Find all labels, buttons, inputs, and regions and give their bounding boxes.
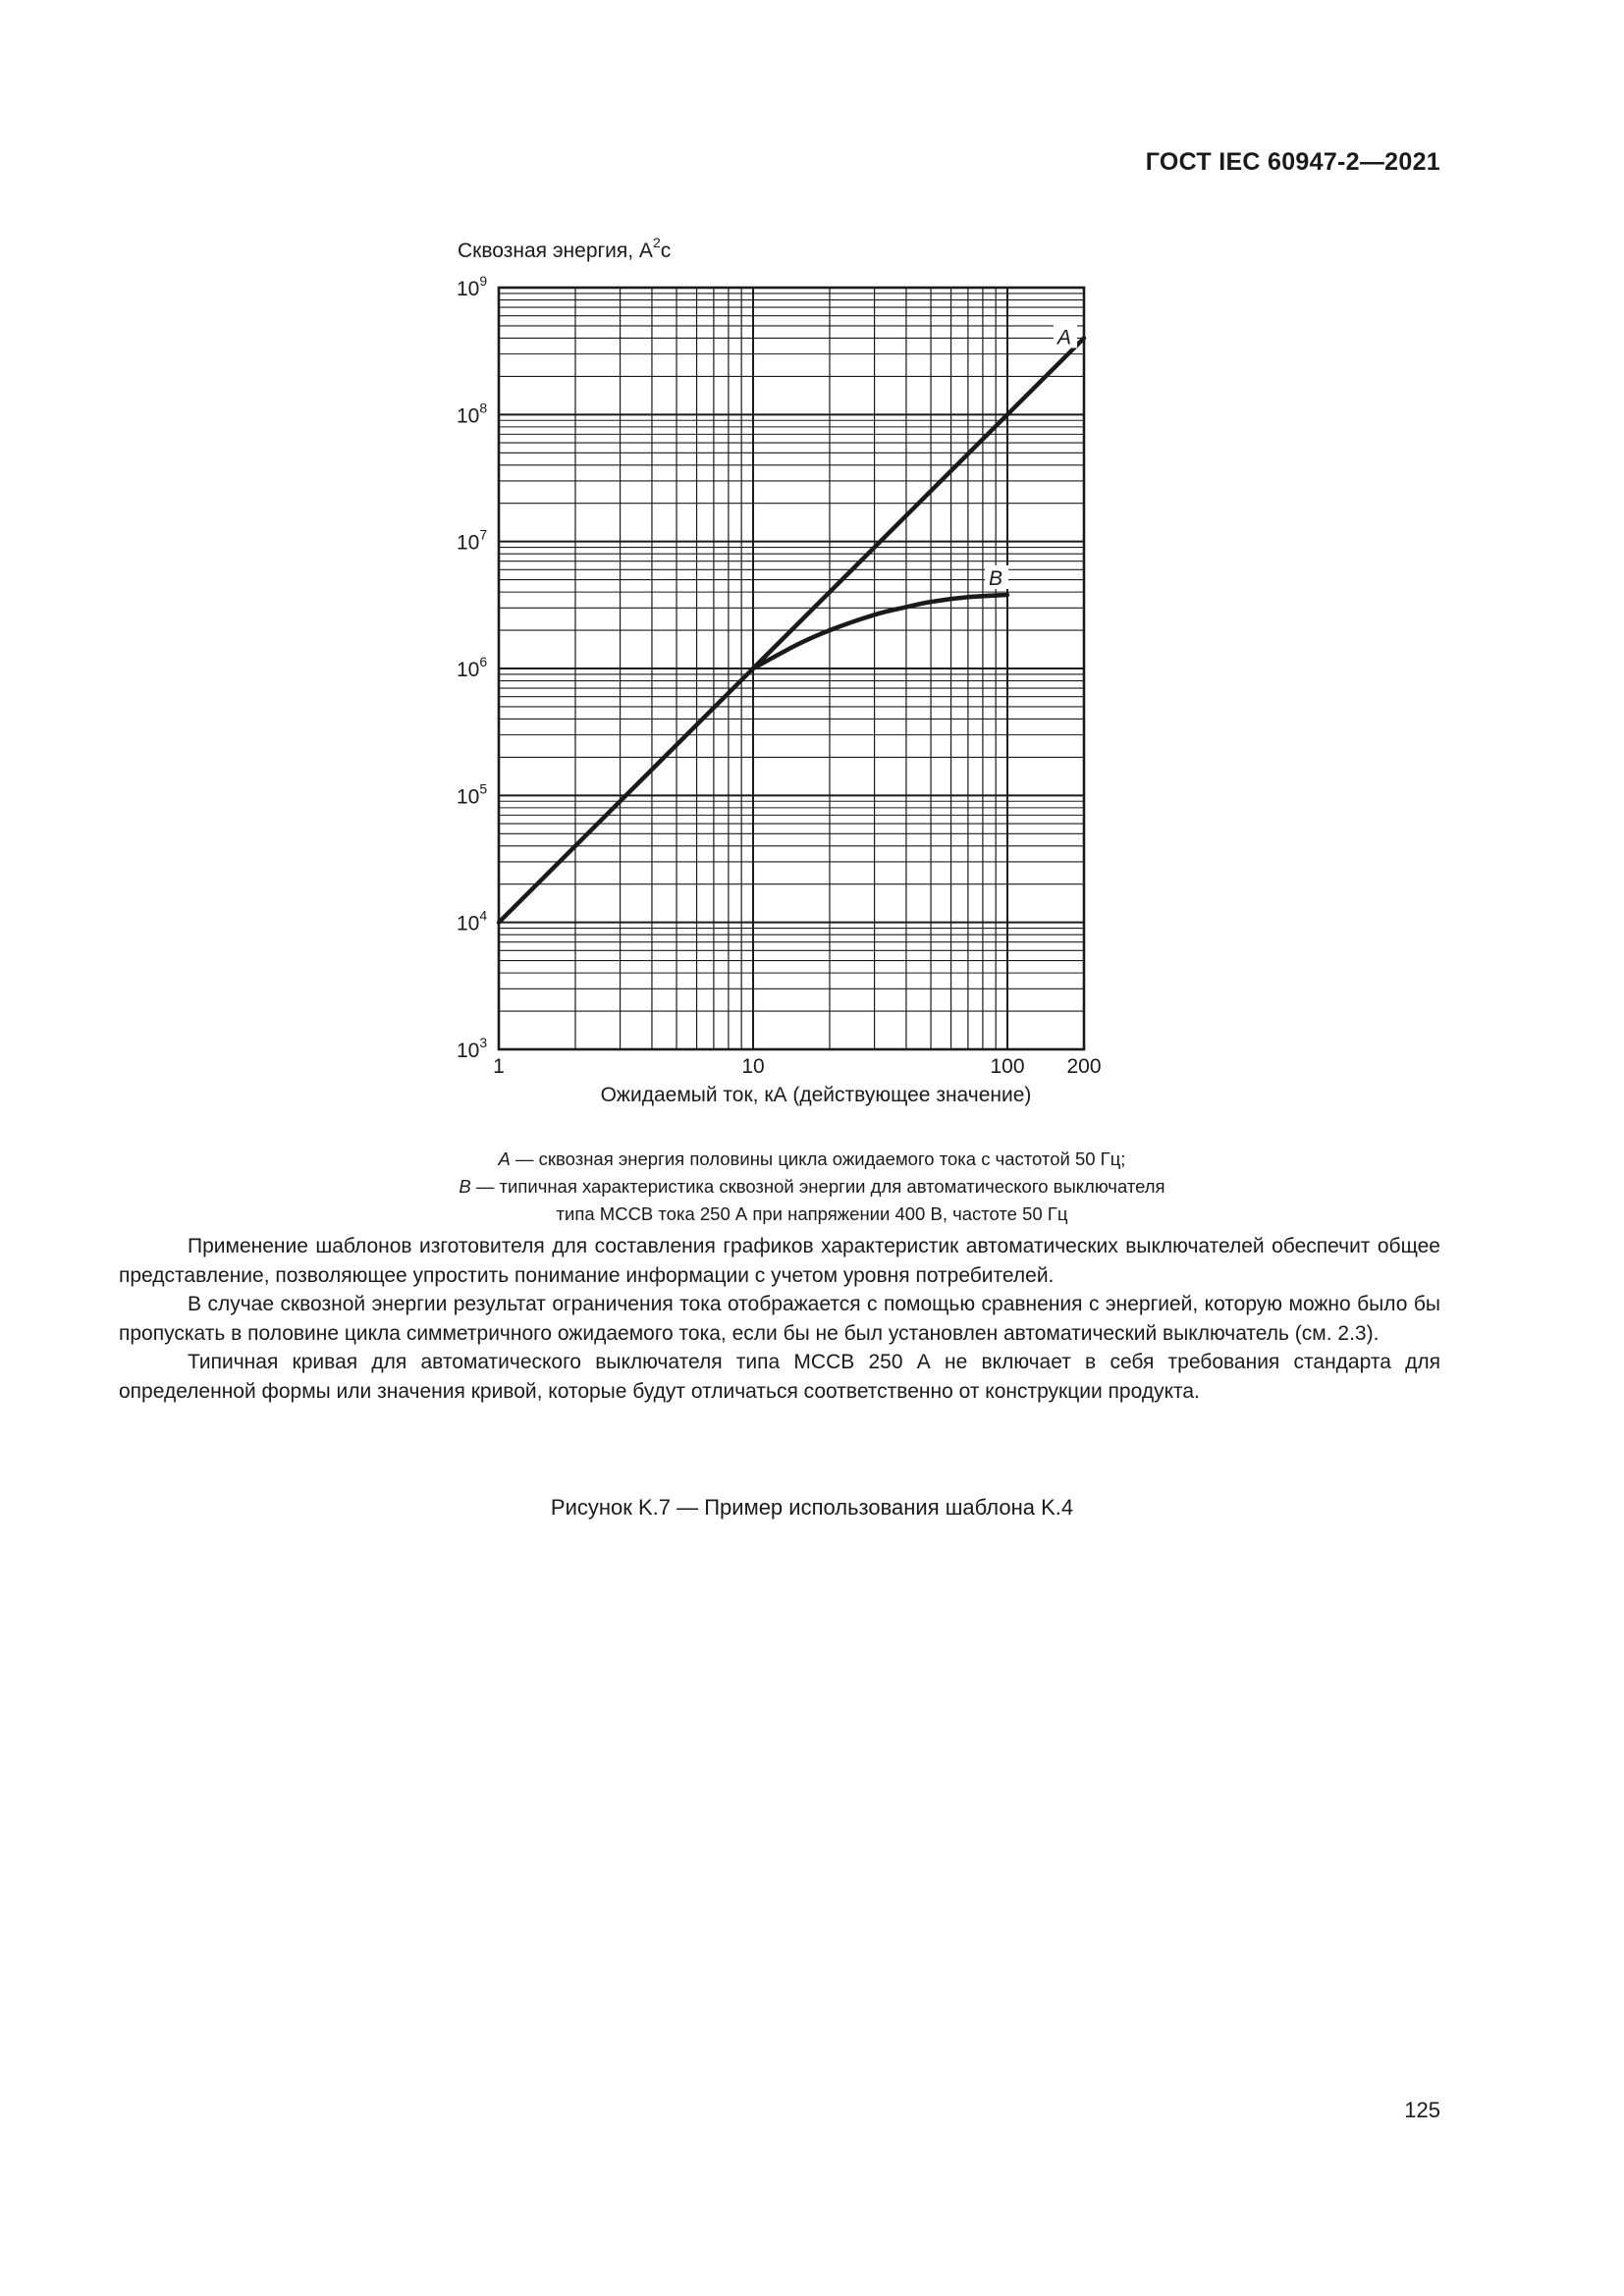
series-b-label: B (989, 567, 1003, 591)
legend-label-b: B (459, 1176, 471, 1197)
y-axis-label-sup: 2 (652, 235, 661, 250)
x-tick-label: 200 (1066, 1055, 1102, 1078)
let-through-energy-chart (0, 0, 1624, 1139)
paragraph-1: Применение шаблонов изготовителя для составления графиков характеристик автоматических выключателей обеспечит общее представление, позволяющее упростить понимание информации с учетом уровня потребителей. (119, 1235, 1440, 1287)
document-header: ГОСТ IEC 60947-2—2021 (1145, 148, 1440, 176)
series-a-label: A (1057, 326, 1072, 349)
y-tick-labels (457, 273, 487, 1062)
y-tick-label: $10^5$ (457, 780, 488, 809)
legend-line-b (0, 1173, 1624, 1201)
paragraph-3: Типичная кривая для автоматического выключателя типа MCCB 250 А не включает в себя требования стандарта для определенной формы или значения кривой, которые будут отличаться соответственно от конструкции продукта. (119, 1351, 1440, 1403)
x-tick-label: 100 (990, 1055, 1025, 1078)
legend-text-a: — сквозная энергия половины цикла ожидаемого тока с частотой 50 Гц; (510, 1148, 1126, 1169)
legend-line-a (0, 1146, 1624, 1173)
x-tick-label: 10 (741, 1055, 765, 1078)
y-tick-label: $10^3$ (457, 1035, 488, 1062)
page-number: 125 (1404, 2098, 1440, 2122)
y-axis-label-text: Сквозная энергия, А (458, 240, 653, 262)
y-tick-label: $10^4$ (457, 907, 488, 935)
legend-text-b-cont: типа MCCB тока 250 А при напряжении 400 В, частоте 50 Гц (556, 1203, 1068, 1224)
y-tick-label: $10^9$ (457, 273, 488, 300)
x-tick-label: 1 (493, 1055, 505, 1078)
legend-label-a: A (498, 1148, 511, 1169)
y-axis-label-suffix: с (660, 240, 672, 262)
figure-legend (0, 1146, 1624, 1228)
y-tick-label: $10^6$ (457, 654, 488, 681)
y-tick-label: $10^8$ (457, 400, 488, 428)
legend-line-b-cont (0, 1201, 1624, 1228)
x-tick-labels (493, 1055, 1101, 1078)
figure-caption: Рисунок K.7 — Пример использования шаблона K.4 (550, 1495, 1074, 1520)
chart-grid (499, 288, 1084, 1049)
y-tick-label: $10^7$ (457, 526, 488, 555)
y-axis-label (458, 235, 671, 262)
paragraph-2: В случае сквозной энергии результат ограничения тока отображается с помощью сравнения с энергией, которую можно было бы пропускать в половине цикла симметричного ожидаемого тока, если бы не был установлен автоматический выключатель (см. 2.3). (119, 1293, 1440, 1345)
x-axis-label: Ожидаемый ток, кА (действующее значение) (600, 1084, 1032, 1106)
legend-text-b: — типичная характеристика сквозной энергии для автоматического выключателя (470, 1176, 1165, 1197)
body-text (119, 1232, 1440, 1407)
